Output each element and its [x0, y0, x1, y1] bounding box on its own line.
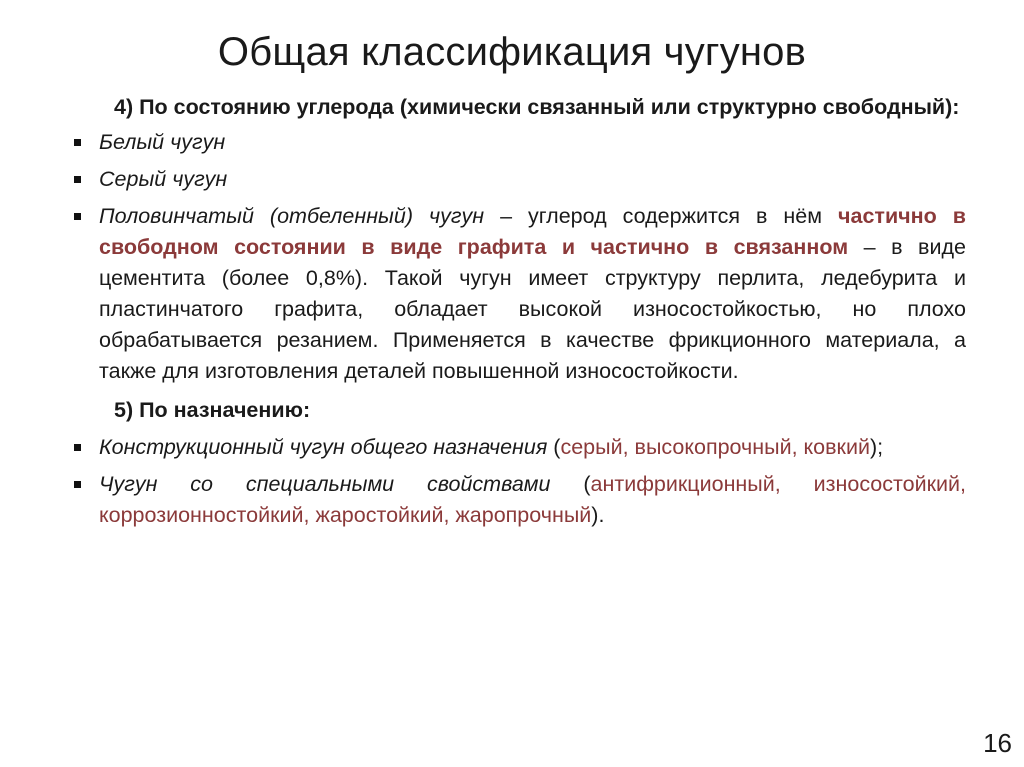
structural-iron-open: ( — [547, 435, 561, 459]
section-4-heading-text: 4) По состоянию углерода (химически связанный или структурно свободный): — [114, 95, 960, 119]
section-5-heading — [88, 395, 966, 426]
square-bullet-icon — [74, 213, 81, 220]
half-iron-name: Половинчатый (отбеленный) чугун — [99, 204, 485, 228]
list-item-special-iron — [88, 469, 966, 531]
slide-body — [88, 92, 966, 537]
list-item-gray-iron — [88, 164, 966, 195]
item-gray-iron-text: Серый чугун — [99, 167, 228, 191]
half-iron-highlight: частично в свободном состоянии в виде графита и частично в связанном — [99, 204, 966, 259]
structural-iron-close: ); — [869, 435, 884, 459]
section-4-heading — [88, 92, 966, 123]
special-iron-open: ( — [550, 472, 591, 496]
list-item-half-iron — [88, 201, 966, 387]
section-5-heading-text: 5) По назначению: — [114, 398, 311, 422]
special-iron-close: ). — [591, 503, 605, 527]
special-iron-types: антифрикционный, износостойкий, коррозионностойкий, жаростойкий, жаропрочный — [99, 472, 966, 527]
slide-title: Общая классификация чугунов — [217, 30, 807, 74]
special-iron-name: Чугун со специальными свойствами — [99, 472, 551, 496]
half-iron-text-before: – углерод содержится в нём — [484, 204, 839, 228]
structural-iron-types: серый, высокопрочный, ковкий — [560, 435, 870, 459]
square-bullet-icon — [74, 176, 81, 183]
list-item-white-iron — [88, 127, 966, 158]
structural-iron-name: Конструкционный чугун общего назначения — [99, 435, 548, 459]
page-number: 16 — [983, 728, 1012, 758]
square-bullet-icon — [74, 481, 81, 488]
square-bullet-icon — [74, 139, 81, 146]
item-white-iron-text: Белый чугун — [99, 130, 226, 154]
half-iron-text-after: – в виде цементита (более 0,8%). Такой чугун имеет структуру перлита, ледебурита и пластинчатого графита, обладает высокой износостойкостью, но плохо обрабатывается резанием. Применяется в качестве фрикционного материала, а также для изготовления деталей повышенной износостойкости. — [99, 235, 966, 383]
list-item-structural-iron — [88, 432, 966, 463]
square-bullet-icon — [74, 444, 81, 451]
